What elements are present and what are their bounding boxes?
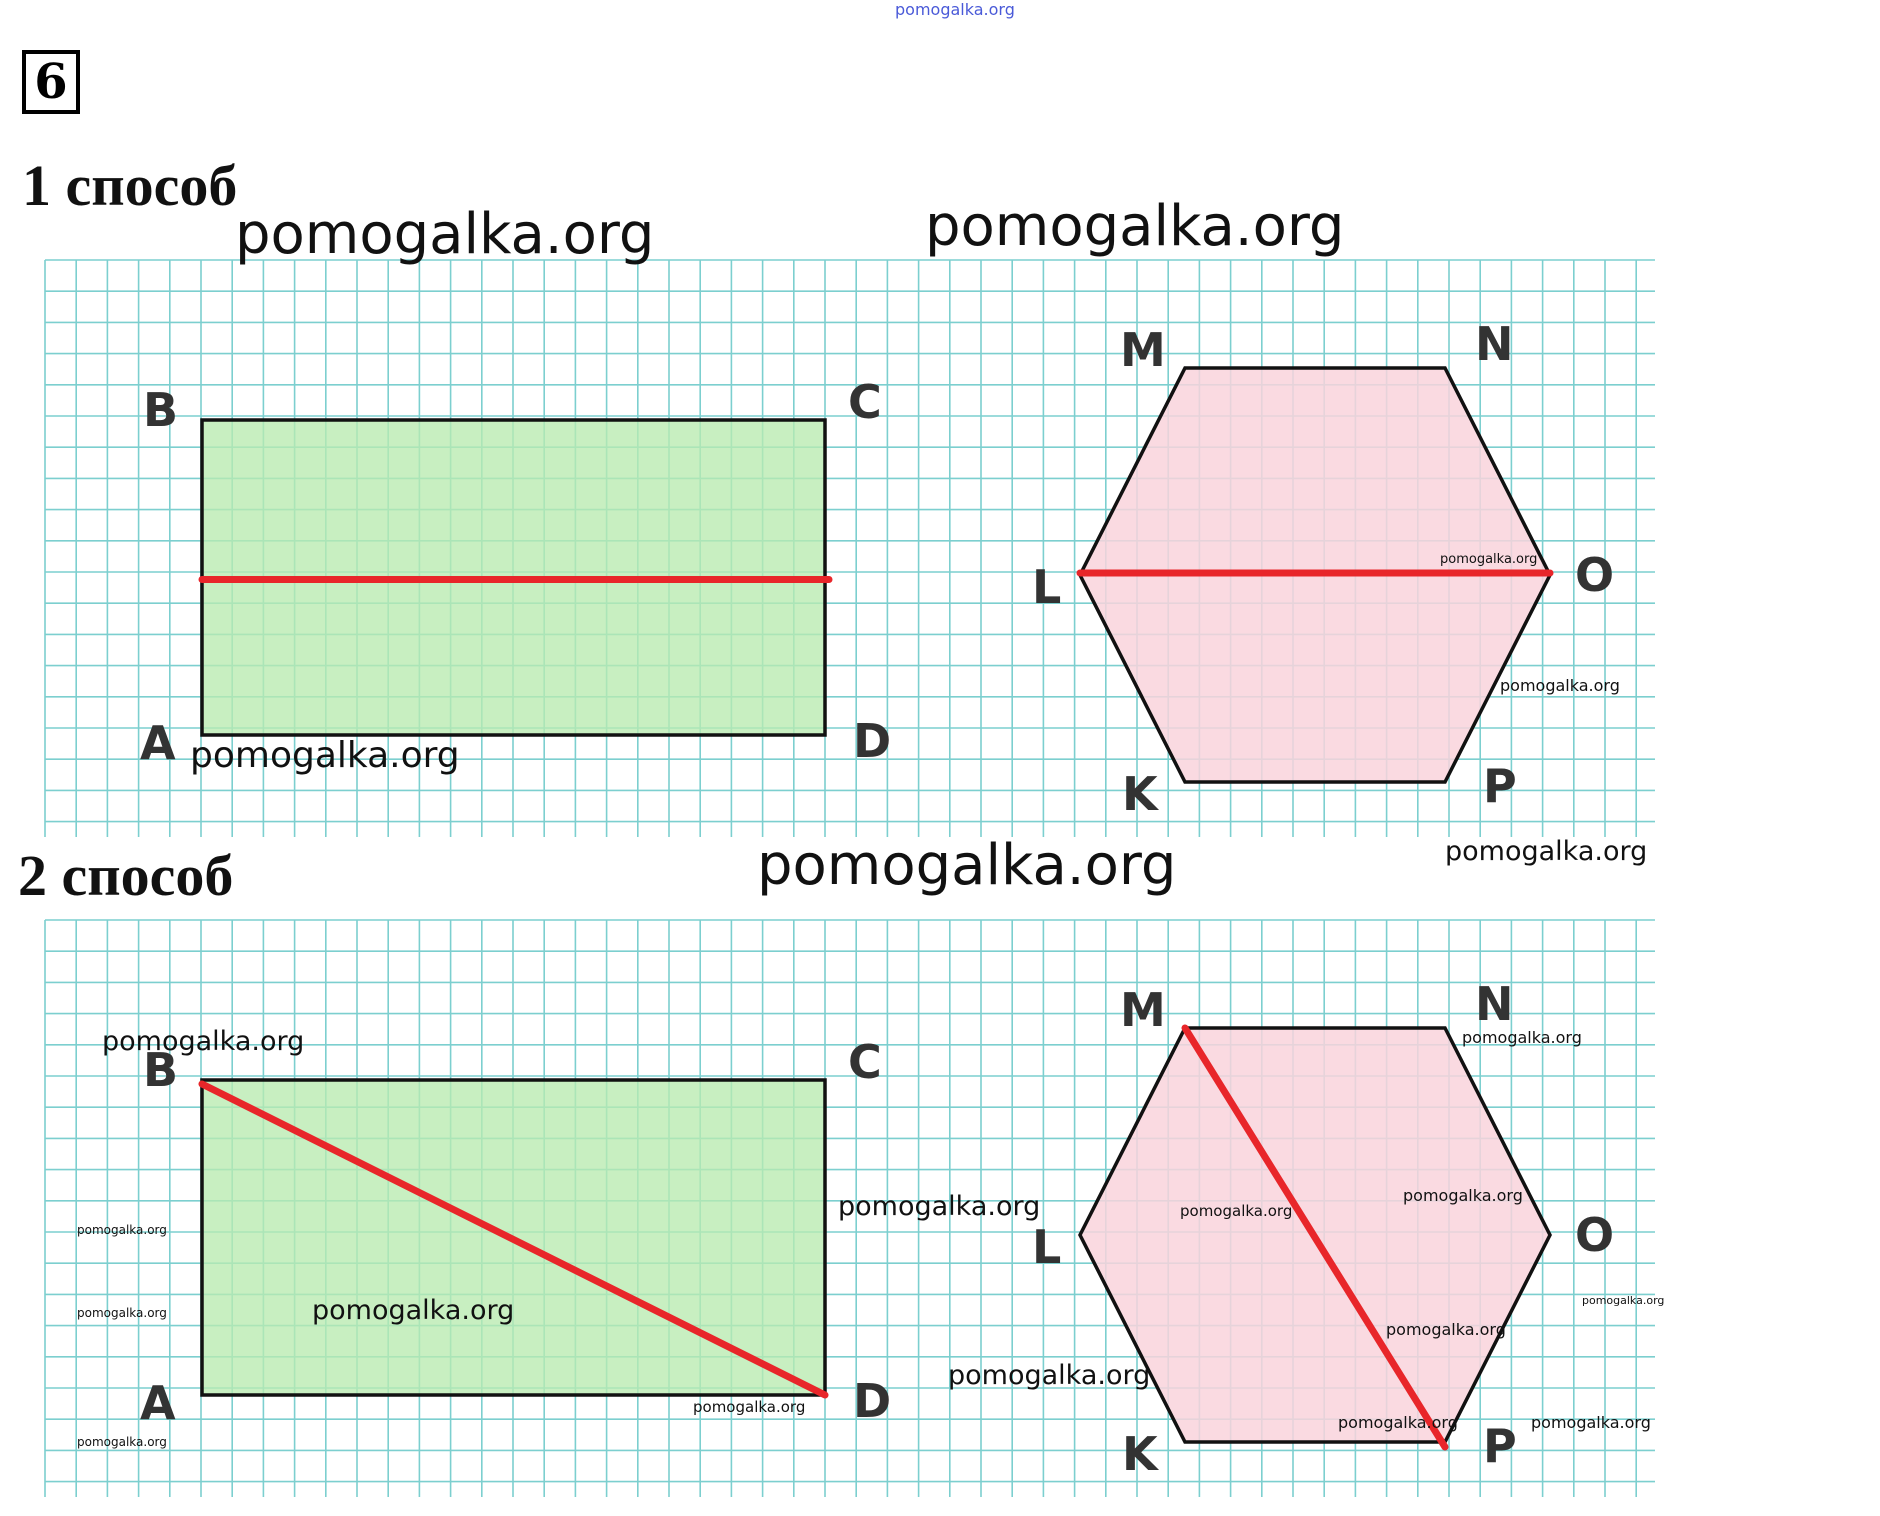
watermark: pomogalka.org [1386, 1320, 1506, 1339]
vertex-label-p: P [1483, 759, 1517, 813]
watermark: pomogalka.org [757, 833, 1177, 898]
vertex-label-l: L [1032, 560, 1062, 614]
vertex-label-n: N [1475, 317, 1514, 371]
vertex-label-d: D [853, 714, 892, 768]
watermark: pomogalka.org [1445, 836, 1648, 867]
watermark: pomogalka.org [77, 1306, 167, 1320]
vertex-label-p: P [1483, 1419, 1517, 1473]
vertex-label-o: O [1575, 548, 1615, 602]
watermark: pomogalka.org [1582, 1294, 1665, 1307]
vertex-label-n: N [1475, 977, 1514, 1031]
vertex-label-b: B [143, 383, 179, 437]
vertex-label-c: C [848, 375, 882, 429]
vertex-label-m: M [1120, 323, 1166, 377]
watermark: pomogalka.org [1440, 552, 1538, 567]
watermark: pomogalka.org [190, 735, 460, 776]
watermark: pomogalka.org [1338, 1413, 1458, 1432]
vertex-label-k: K [1122, 767, 1158, 821]
watermark: pomogalka.org [1403, 1186, 1523, 1205]
watermark-top: pomogalka.org [895, 0, 1015, 19]
watermark: pomogalka.org [693, 1398, 806, 1416]
watermark: pomogalka.org [1500, 676, 1620, 695]
watermark: pomogalka.org [312, 1295, 515, 1326]
watermark: pomogalka.org [77, 1223, 167, 1237]
watermark: pomogalka.org [102, 1026, 305, 1057]
task-number: 6 [34, 54, 68, 110]
watermark: pomogalka.org [1462, 1028, 1582, 1047]
watermark: pomogalka.org [948, 1360, 1151, 1391]
watermark: pomogalka.org [838, 1191, 1041, 1222]
vertex-label-k: K [1122, 1427, 1158, 1481]
vertex-label-c: C [848, 1035, 882, 1089]
watermark: pomogalka.org [1180, 1202, 1293, 1220]
watermark: pomogalka.org [77, 1435, 167, 1449]
method-2-heading: 2 способ [18, 843, 234, 908]
vertex-label-b: B [143, 1043, 179, 1097]
vertex-label-m: M [1120, 983, 1166, 1037]
watermark: pomogalka.org [235, 202, 655, 267]
method-1-heading: 1 способ [22, 153, 238, 218]
vertex-label-d: D [853, 1374, 892, 1428]
watermark: pomogalka.org [1531, 1413, 1651, 1432]
vertex-label-l: L [1032, 1220, 1062, 1274]
vertex-label-o: O [1575, 1208, 1615, 1262]
watermark: pomogalka.org [925, 194, 1345, 259]
vertex-label-a: A [140, 1376, 176, 1430]
vertex-label-a: A [140, 716, 176, 770]
